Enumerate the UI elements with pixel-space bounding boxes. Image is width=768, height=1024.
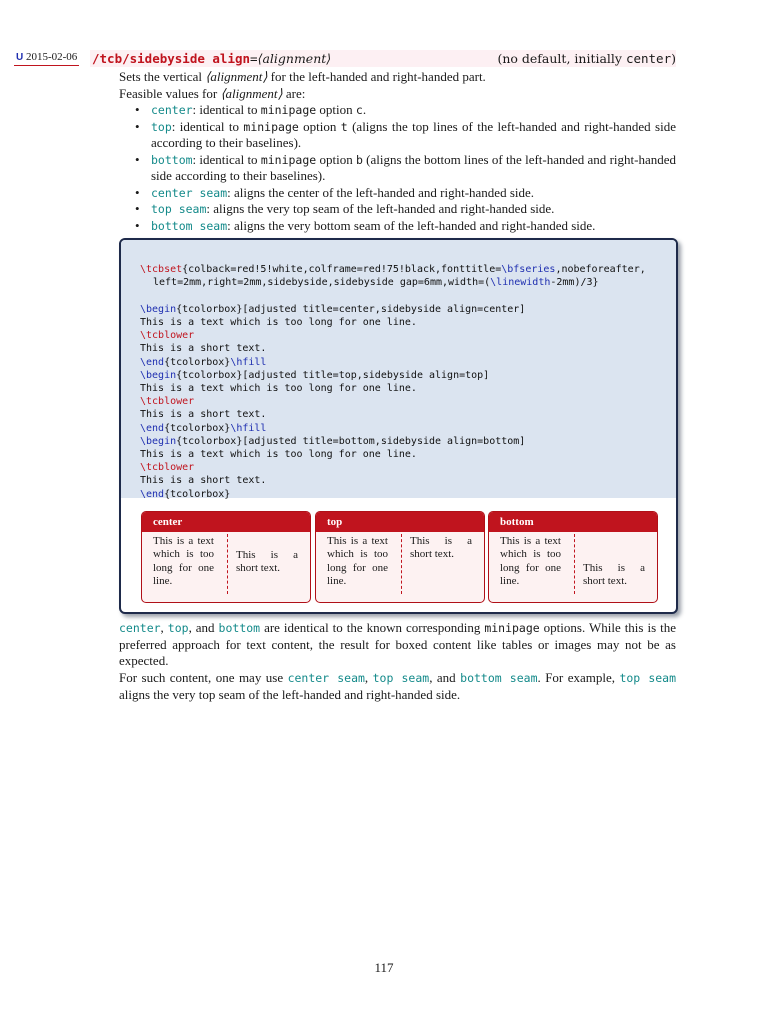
demo-right-part: This is a short text. <box>583 562 645 588</box>
demo-box-title: top <box>316 512 484 532</box>
alignment-options-list <box>119 102 676 234</box>
key-path: /tcb/sidebyside align <box>92 51 251 66</box>
key-default: (no default, initially center) <box>497 51 676 66</box>
seam-paragraph: For such content, one may use center seam, top seam, and bottom seam. For example, top seam aligns the very top seam of the left-handed and right-handed side. <box>119 670 677 702</box>
list-item: • top: identical to minipage option t (aligns the top lines of the left-handed and right-handed side according to their baselines). <box>119 119 676 152</box>
key-eq: = <box>250 51 258 66</box>
list-item: • top seam: aligns the very top seam of the left-handed and right-handed side. <box>119 201 676 218</box>
key-name <box>92 51 331 66</box>
list-item: • center: identical to minipage option c. <box>119 102 676 119</box>
demo-box-center <box>141 511 311 603</box>
page-number: 117 <box>374 960 394 975</box>
key-arg: ⟨alignment⟩ <box>257 51 332 66</box>
sidebyside-separator <box>227 534 228 594</box>
update-date: 2015-02-06 <box>25 51 78 63</box>
demo-left-part: This is a text which is too long for one line. <box>153 535 214 588</box>
update-badge <box>14 50 79 66</box>
demo-box-bottom <box>488 511 658 603</box>
example-box <box>119 238 678 614</box>
demo-left-part: This is a text which is too long for one line. <box>500 535 561 588</box>
update-letter: U <box>16 52 24 63</box>
intro-paragraph: Sets the vertical ⟨alignment⟩ for the left-handed and right-handed part. Feasible values for ⟨alignment⟩ are: <box>119 69 486 101</box>
demo-left-part: This is a text which is too long for one line. <box>327 535 388 588</box>
code-listing: \tcbset{colback=red!5!white,colframe=red!75!black,fonttitle=\bfseries,nobeforeafter, left=2mm,right=2mm,sidebyside,sidebyside gap=6mm,width=(\linewidth-2mm)/3} \begin{tcolorbox}[adjusted title=center,sidebyside align=center] This is a text which is too long for one line. \tcblower This is a short text. \end{tcolorbox}\hfill \begin{tcolorbox}[adjusted title=top,sidebyside align=top] This is a text which is too long for one line. \tcblower This is a short text. \end{tcolorbox}\hfill \begin{tcolorbox}[adjusted title=bottom,sidebyside align=bottom] This is a text which is too long for one line. \tcblower This is a short text. \end{tcolorbox} <box>140 264 646 500</box>
list-item: • center seam: aligns the center of the left-handed and right-handed side. <box>119 185 676 202</box>
sidebyside-separator <box>574 534 575 594</box>
demo-box-title: bottom <box>489 512 657 532</box>
demo-right-part: This is a short text. <box>236 549 298 575</box>
code-listing-area <box>121 240 676 498</box>
demo-right-part: This is a short text. <box>410 535 472 561</box>
demo-box-top <box>315 511 485 603</box>
demo-box-title: center <box>142 512 310 532</box>
explanation-paragraph: center, top, and bottom are identical to the known corresponding minipage options. While this is the preferred approach for text content, the result for boxed content like tables or images may not be as expected. <box>119 620 676 668</box>
sidebyside-separator <box>401 534 402 594</box>
list-item: • bottom: identical to minipage option b (aligns the bottom lines of the left-handed and right-handed side according to their baselines). <box>119 152 676 185</box>
list-item: • bottom seam: aligns the very bottom seam of the left-handed and right-handed side. <box>119 218 676 235</box>
